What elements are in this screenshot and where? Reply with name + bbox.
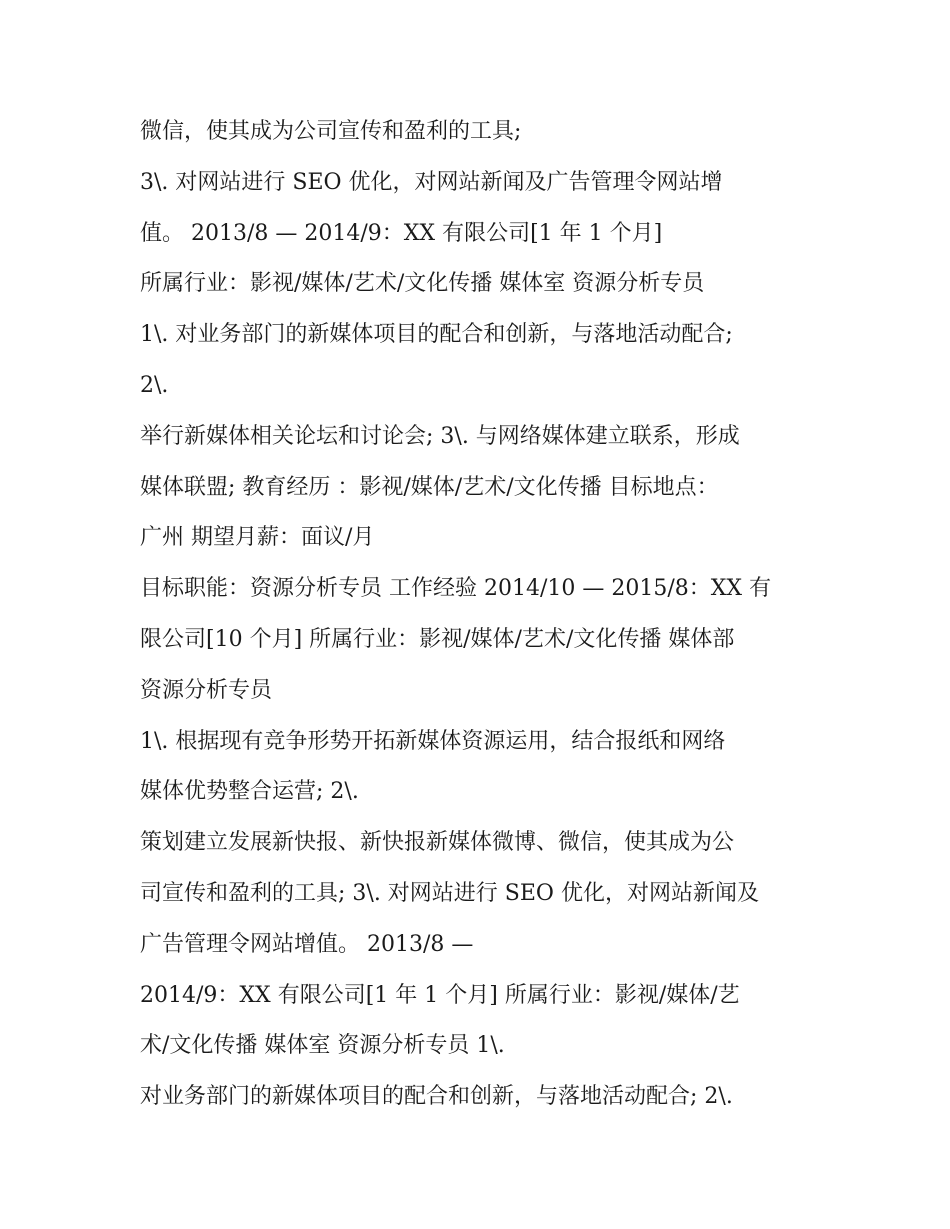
text-line: 广州 期望月薪：面议/月 xyxy=(140,525,375,551)
text-line: 2\. xyxy=(140,372,169,398)
text-line: 微信，使其成为公司宣传和盈利的工具; xyxy=(140,119,522,144)
text-line: 目标职能：资源分析专员 工作经验 2014/10 — 2015/8：XX 有 xyxy=(140,576,772,602)
text-line: 资源分析专员 xyxy=(140,677,273,703)
text-line: 1\. 根据现有竞争形势开拓新媒体资源运用，结合报纸和网络 xyxy=(140,728,726,754)
text-line: 广告管理令网站增值。 2013/8 — xyxy=(140,931,474,957)
text-line: 2014/9：XX 有限公司[1 年 1 个月] 所属行业：影视/媒体/艺 xyxy=(140,982,740,1008)
text-line: 值。 2013/8 — 2014/9：XX 有限公司[1 年 1 个月] xyxy=(140,220,663,246)
text-line: 1\. 对业务部门的新媒体项目的配合和创新，与落地活动配合; xyxy=(140,322,733,348)
text-line: 所属行业：影视/媒体/艺术/文化传播 媒体室 资源分析专员 xyxy=(140,271,705,297)
text-line: 对业务部门的新媒体项目的配合和创新，与落地活动配合; 2\. xyxy=(140,1084,733,1110)
text-line: 司宣传和盈利的工具; 3\. 对网站进行 SEO 优化，对网站新闻及 xyxy=(140,880,759,906)
text-line: 术/文化传播 媒体室 资源分析专员 1\. xyxy=(140,1033,505,1059)
text-line: 媒体联盟; 教育经历 ：影视/媒体/艺术/文化传播 目标地点： xyxy=(140,474,719,500)
text-line: 限公司[10 个月] 所属行业：影视/媒体/艺术/文化传播 媒体部 xyxy=(140,626,735,652)
text-line: 3\. 对网站进行 SEO 优化，对网站新闻及广告管理令网站增 xyxy=(140,169,723,195)
text-line: 举行新媒体相关论坛和讨论会; 3\. 与网络媒体建立联系，形成 xyxy=(140,423,740,449)
text-line: 策划建立发展新快报、新快报新媒体微博、微信，使其成为公 xyxy=(140,830,735,856)
text-line: 媒体优势整合运营; 2\. xyxy=(140,779,359,805)
document-body xyxy=(140,107,830,1123)
